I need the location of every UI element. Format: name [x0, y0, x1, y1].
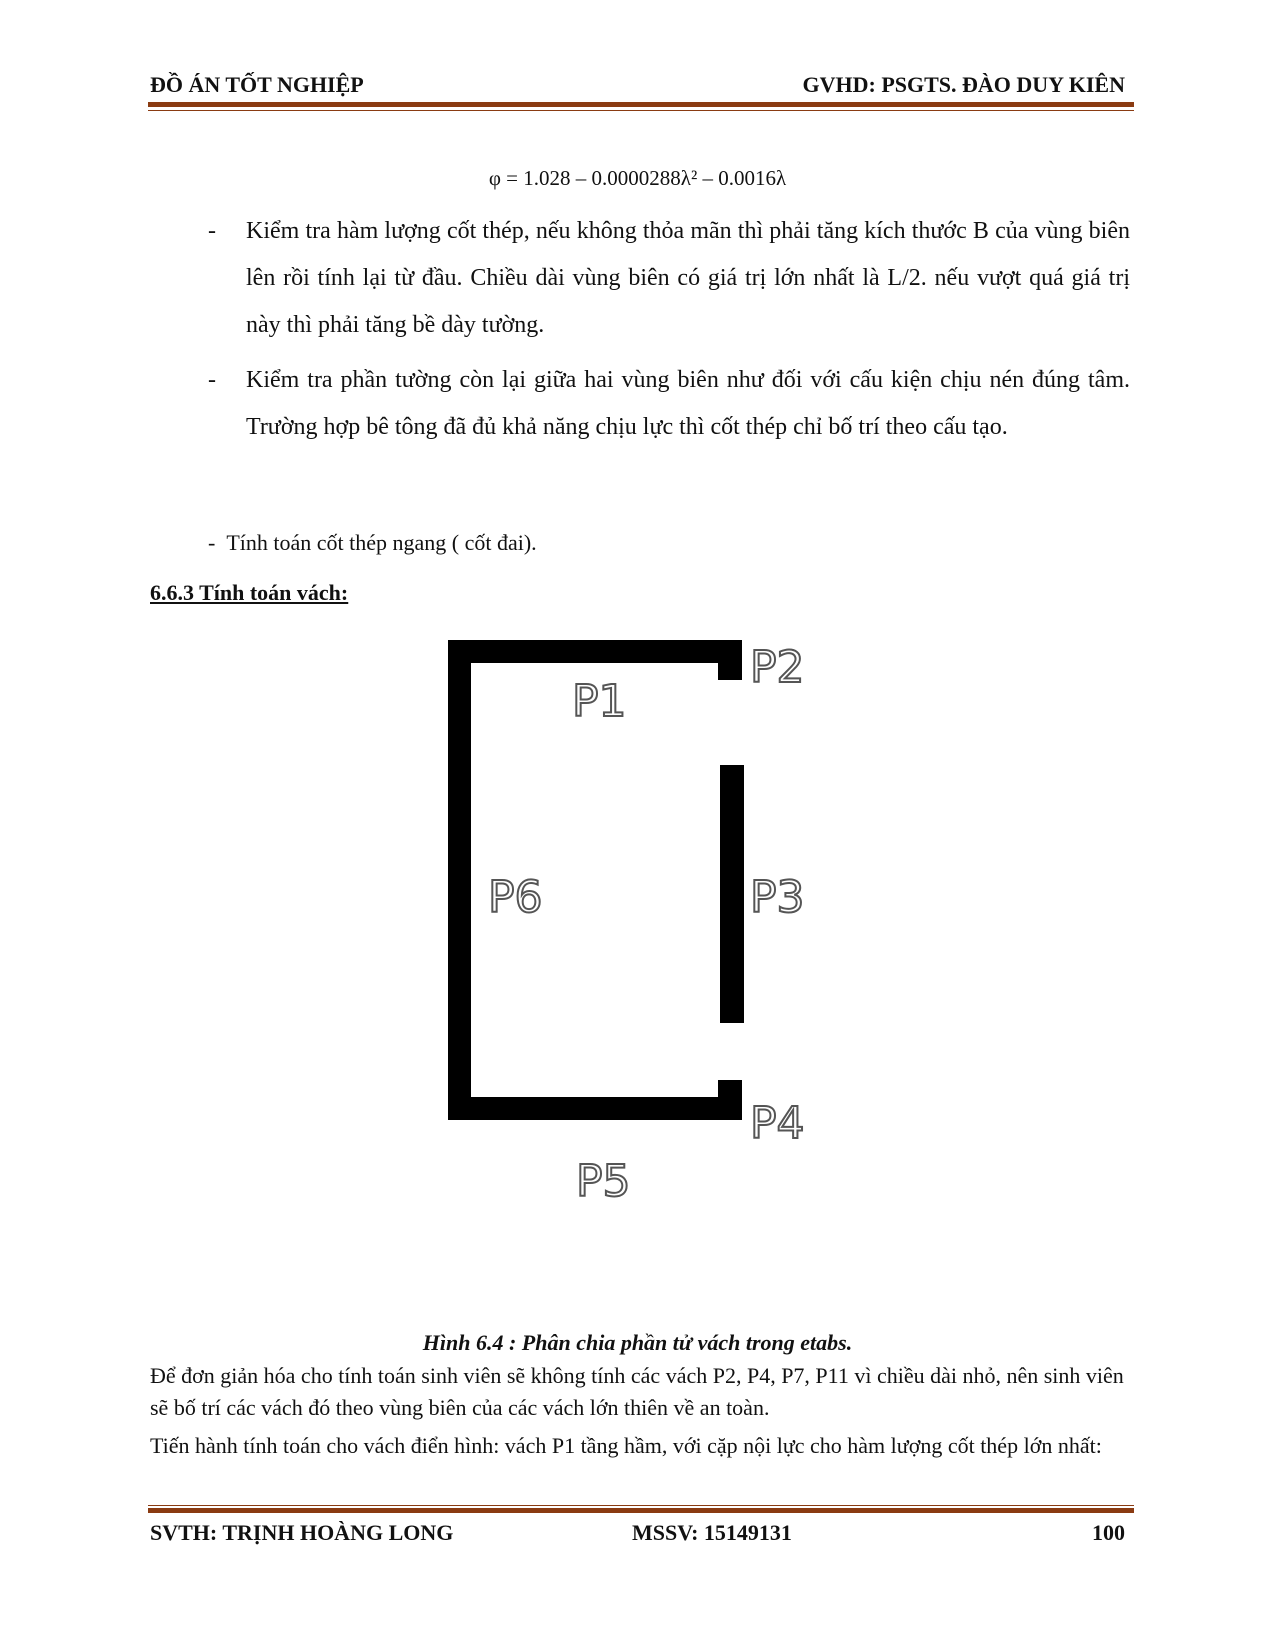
header-rule-thin — [148, 110, 1134, 111]
label-p3: P3 — [750, 872, 805, 923]
footer-rule — [148, 1508, 1134, 1513]
label-p2: P2 — [750, 642, 805, 693]
footer-student-id: MSSV: 15149131 — [632, 1520, 792, 1545]
footer-student: SVTH: TRỊNH HOÀNG LONG — [150, 1520, 454, 1545]
paragraph-1: Để đơn giản hóa cho tính toán sinh viên sẽ không tính các vách P2, P4, P7, P11 vì chiều dài nhỏ, nên sinh viên sẽ bố trí các vách đó theo vùng biên của các vách lớn thiên về an toàn. — [150, 1363, 1124, 1420]
wall-p3 — [720, 765, 744, 1023]
label-p1: P1 — [572, 676, 627, 727]
footer-rule-thin — [148, 1505, 1134, 1506]
bullet-dash: - — [208, 530, 216, 555]
header-rule — [148, 102, 1134, 107]
label-p5: P5 — [576, 1156, 631, 1207]
phi-formula: φ = 1.028 – 0.0000288λ² – 0.0016λ — [488, 166, 787, 190]
bullet-3-text: Tính toán cốt thép ngang ( cốt đai). — [226, 530, 537, 555]
bullet-2: Kiểm tra phần tường còn lại giữa hai vùng biên như đối với cấu kiện chịu nén đúng tâm. Trường hợp bê tông đã đủ khả năng chịu lực thì cốt thép chỉ bố trí theo cấu tạo. — [246, 367, 1130, 440]
bullet-1: Kiểm tra hàm lượng cốt thép, nếu không thỏa mãn thì phải tăng kích thước B của vùng biên lên rồi tính lại từ đầu. Chiều dài vùng biên có giá trị lớn nhất là L/2. nếu vượt quá giá trị này thì phải tăng bề dày tường. — [246, 218, 1130, 338]
bullet-dash: - — [208, 367, 216, 393]
figure-caption: Hình 6.4 : Phân chia phần tử vách trong etabs. — [422, 1330, 853, 1355]
section-heading: 6.6.3 Tính toán vách: — [150, 580, 349, 605]
page-number: 100 — [1092, 1520, 1125, 1545]
wall-diagram — [400, 640, 820, 1260]
label-p4: P4 — [750, 1098, 805, 1149]
header-title: ĐỒ ÁN TỐT NGHIỆP — [150, 72, 364, 97]
header-advisor: GVHD: PSGTS. ĐÀO DUY KIÊN — [802, 72, 1125, 97]
bullet-3 — [208, 530, 537, 556]
label-p6: P6 — [488, 872, 543, 923]
paragraph-2: Tiến hành tính toán cho vách điển hình: vách P1 tầng hầm, với cặp nội lực cho hàm lượng cốt thép lớn nhất: — [150, 1433, 1102, 1458]
bullet-dash: - — [208, 218, 216, 244]
